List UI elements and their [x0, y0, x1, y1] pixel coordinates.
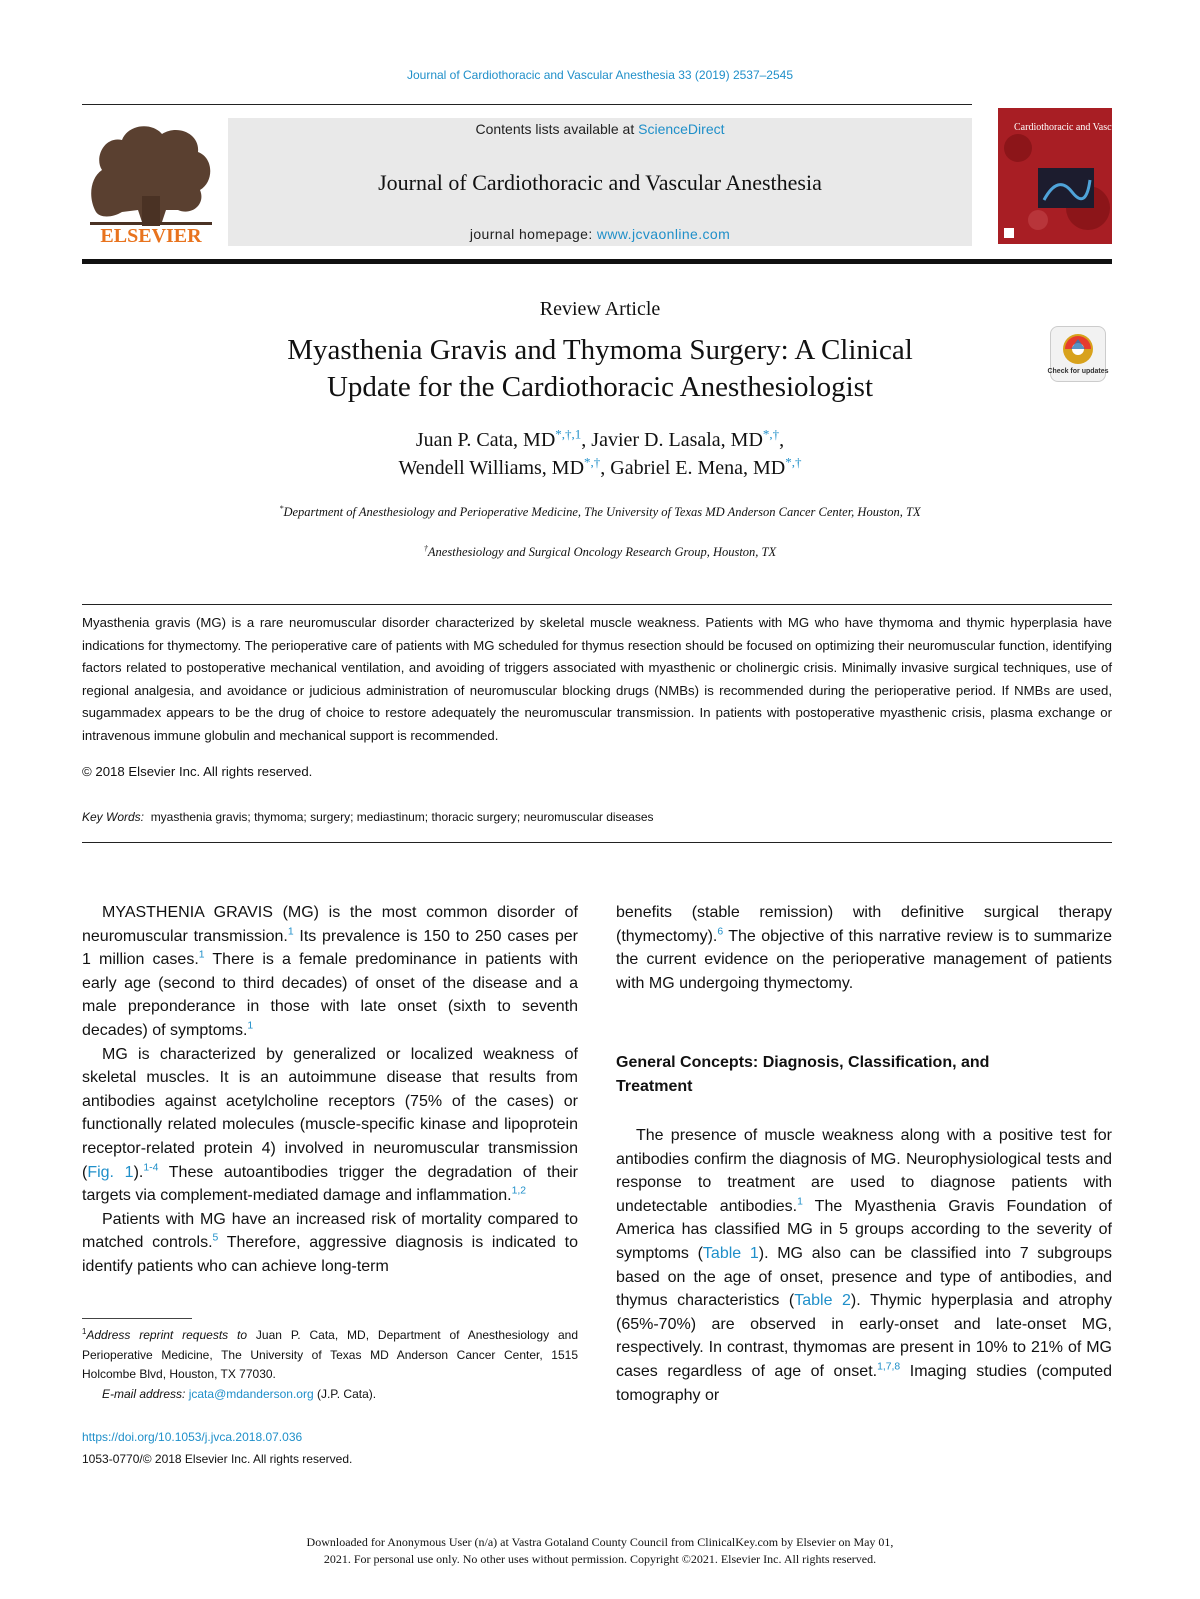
cover-title-text: Cardiothoracic and Vascular Anesthesia	[1014, 122, 1173, 133]
paragraph-text: MG is characterized by generalized or localized weakness of skeletal muscles. It is an autoimmune disease that results from antibodies against acetylcholine receptors (75% of the cases) or functionally related molecules (muscle-specific kinase and lipoprotein receptor-related protein 4) involved in neuromuscular transmission (	[82, 1045, 578, 1181]
footnote-address	[82, 1326, 578, 1385]
paragraph-text: Patients with MG have an increased risk of mortality compared to matched controls.	[82, 1210, 578, 1252]
paragraph-text: Therefore, aggressive diagnosis is indicated to identify patients who can achieve long-term	[82, 1234, 578, 1275]
affiliation-mark: *	[279, 503, 284, 513]
elsevier-wordmark: ELSEVIER	[100, 225, 202, 247]
correspondence-footnote	[82, 1326, 578, 1404]
email-link[interactable]: jcata@mdanderson.org	[188, 1386, 314, 1401]
body-paragraph	[82, 1208, 578, 1279]
section-heading: General Concepts: Diagnosis, Classification, and Treatment	[616, 1054, 990, 1095]
affiliation-text: Anesthesiology and Surgical Oncology Research Group, Houston, TX	[427, 545, 777, 559]
footnote-rule	[82, 1318, 192, 1319]
abstract-copyright: © 2018 Elsevier Inc. All rights reserved.	[82, 764, 313, 779]
download-notice-line2: 2021. For personal use only. No other uses without permission. Copyright ©2021. Elsevier Inc. All rights reserved.	[323, 1552, 877, 1566]
author-marks[interactable]: *,†	[762, 426, 780, 442]
email-suffix: (J.P. Cata).	[313, 1386, 377, 1401]
affiliation-text: Department of Anesthesiology and Perioperative Medicine, The University of Texas MD Anderson Cancer Center, Houston, TX	[283, 505, 921, 519]
elsevier-logo[interactable]	[82, 118, 220, 246]
journal-citation[interactable]: Journal of Cardiothoracic and Vascular Anesthesia 33 (2019) 2537–2545	[406, 68, 794, 82]
author-marks[interactable]: *,†	[785, 454, 802, 470]
paragraph-text: ). MG also can be classified into 7 subgroups based on the age of onset, presence and type of antibodies, and thymus characteristics (	[616, 1244, 1113, 1310]
download-notice	[0, 1534, 1200, 1568]
affiliation	[150, 542, 1050, 562]
paragraph-text: Imaging studies (computed tomography or	[616, 1362, 1112, 1404]
journal-title: Journal of Cardiothoracic and Vascular Anesthesia	[378, 170, 822, 195]
contents-line	[228, 121, 972, 137]
paragraph-text: ). Thymic hyperplasia and atrophy (65%-70%) are observed in early-onset and late-onset MG, respectively. In contrast, thymomas are present in 10% to 21% of MG cases regardless of age of onset.	[616, 1292, 1112, 1380]
affiliation-mark: †	[423, 543, 428, 553]
crossmark-icon	[1047, 327, 1109, 381]
body-paragraph	[82, 1043, 578, 1208]
table-link[interactable]: Table 1	[702, 1244, 759, 1262]
keywords-label: Key Words:	[82, 810, 145, 824]
article-title-line1: Myasthenia Gravis and Thymoma Surgery: A Clinical	[287, 334, 913, 366]
article-title-line2: Update for the Cardiothoracic Anesthesiologist	[326, 371, 874, 403]
figure-link[interactable]: Fig. 1	[87, 1163, 134, 1181]
abstract-bottom-rule	[82, 842, 1112, 843]
footnote-label: Address reprint requests to	[86, 1328, 248, 1342]
footnote-email-line	[82, 1385, 578, 1405]
reference-link[interactable]: 1,7,8	[877, 1361, 901, 1373]
paragraph-text: benefits (stable remission) with definitive surgical therapy (thymectomy).	[616, 904, 1112, 945]
body-column-right-top	[616, 901, 1112, 995]
footnote-mark: 1	[82, 1327, 87, 1336]
body-paragraph	[82, 901, 578, 1043]
check-for-updates-button[interactable]	[1047, 326, 1109, 382]
author-marks[interactable]: *,†	[584, 454, 601, 470]
reference-link[interactable]: 1	[287, 926, 294, 938]
email-label: E-mail address:	[102, 1386, 186, 1401]
reference-link[interactable]: 1-4	[143, 1162, 159, 1174]
paragraph-text: The objective of this narrative review is to summarize the current evidence on the perioperative management of patients with MG undergoing thymectomy.	[616, 927, 1112, 992]
reference-link[interactable]: 5	[212, 1232, 219, 1244]
journal-cover-thumbnail[interactable]	[998, 108, 1173, 244]
footnote-text: Juan P. Cata, MD, Department of Anesthesiology and Perioperative Medicine, The University of Texas MD Anderson Cancer Center, 1515 Holcombe Blvd, Houston, TX 77030.	[82, 1328, 578, 1381]
paragraph-text: (MG) is the most common disorder of neuromuscular transmission.	[82, 904, 578, 945]
paragraph-text: The presence of muscle weakness along with a positive test for antibodies confirm the diagnosis of MG. Neurophysiological tests and response to treatment are used to diagnose patients with undetectable antibodies.	[616, 1127, 1112, 1215]
article-type: Review Article	[539, 298, 661, 320]
authors-line2: Wendell Williams, MD*,†, Gabriel E. Mena, MD*,†	[398, 454, 802, 479]
header-rule	[82, 104, 972, 105]
author-name[interactable]: Juan P. Cata, MD	[415, 429, 556, 451]
paragraph-lead: MYASTHENIA GRAVIS	[102, 904, 273, 921]
journal-cover-image	[998, 108, 1173, 244]
body-column-right-bottom	[616, 1124, 1112, 1407]
doi-link[interactable]: https://doi.org/10.1053/j.jvca.2018.07.036	[82, 1430, 303, 1444]
body-paragraph	[616, 901, 1112, 995]
issn-copyright: 1053-0770/© 2018 Elsevier Inc. All rights reserved.	[82, 1452, 353, 1466]
reference-link[interactable]: 1	[198, 949, 205, 961]
keywords	[82, 810, 654, 824]
affiliation	[150, 502, 1050, 522]
author-name[interactable]: Wendell Williams, MD	[398, 457, 585, 479]
body-paragraph	[616, 1124, 1112, 1407]
reference-link[interactable]: 1,2	[511, 1185, 527, 1197]
author-marks[interactable]: *,†,1	[555, 426, 582, 442]
body-column-left	[82, 901, 578, 1279]
crossmark-label: Check for updates	[1047, 368, 1109, 375]
paragraph-text: These autoantibodies trigger the degradation of their targets via complement-mediated damage and inflammation.	[82, 1163, 578, 1205]
article-title	[150, 332, 1050, 406]
paragraph-text: ).	[133, 1163, 144, 1181]
reference-link[interactable]: 1	[247, 1020, 254, 1032]
paragraph-text: The Myasthenia Gravis Foundation of America has classified MG in 5 groups according to the severity of symptoms (	[616, 1197, 1113, 1262]
header-thick-rule	[82, 259, 1112, 264]
download-notice-line1: Downloaded for Anonymous User (n/a) at Vastra Gotaland County Council from ClinicalKey.com by Elsevier on May 01,	[306, 1535, 894, 1549]
reference-link[interactable]: 6	[717, 926, 724, 938]
homepage-link[interactable]: www.jcvaonline.com	[596, 226, 731, 242]
sciencedirect-link[interactable]: ScienceDirect	[638, 121, 725, 137]
paragraph-text: Its prevalence is 150 to 250 cases per 1 million cases.	[82, 927, 579, 969]
keywords-list: myasthenia gravis; thymoma; surgery; mediastinum; thoracic surgery; neuromuscular diseases	[150, 810, 654, 824]
homepage-prefix: journal homepage:	[469, 226, 597, 242]
author-list	[150, 426, 1050, 482]
authors-line1: Juan P. Cata, $MD^{*,\dagger,1}$, Javier D. Lasala, MD*,†,	[415, 426, 785, 451]
elsevier-tree-icon	[82, 118, 220, 246]
abstract-top-rule	[82, 604, 1112, 605]
paragraph-text: There is a female predominance in patients with early age (second to third decades) of onset of the disease and a male preponderance in those with late onset (sixth to seventh decades) of symptoms.	[82, 951, 578, 1039]
abstract-text: Myasthenia gravis (MG) is a rare neuromuscular disorder characterized by skeletal muscle weakness. Patients with MG who have thymoma and thymic hyperplasia have indications for thymectomy. The perioperative care of patients with MG scheduled for thymus resection should be focused on optimizing their neuromuscular function, identifying factors related to postoperative mechanical ventilation, and avoiding of triggers associated with myasthenic or cholinergic crisis. Minimally invasive surgical techniques, use of regional analgesia, and avoidance or judicious administration of neuromuscular blocking drugs (NMBs) is recommended during the perioperative period. If NMBs are used, sugammadex appears to be the drug of choice to restore adequately the neuromuscular transmission. In patients with postoperative myasthenic crisis, plasma exchange or intravenous immune globulin and mechanical support is recommended.	[82, 615, 1112, 743]
reference-link[interactable]: 1	[797, 1196, 803, 1208]
author-name[interactable]: Gabriel E. Mena, MD	[610, 457, 786, 479]
table-link[interactable]: Table 2	[794, 1292, 851, 1310]
homepage-line	[228, 226, 972, 242]
author-name[interactable]: Javier D. Lasala, MD	[591, 429, 763, 451]
contents-prefix: Contents lists available at	[475, 121, 639, 137]
